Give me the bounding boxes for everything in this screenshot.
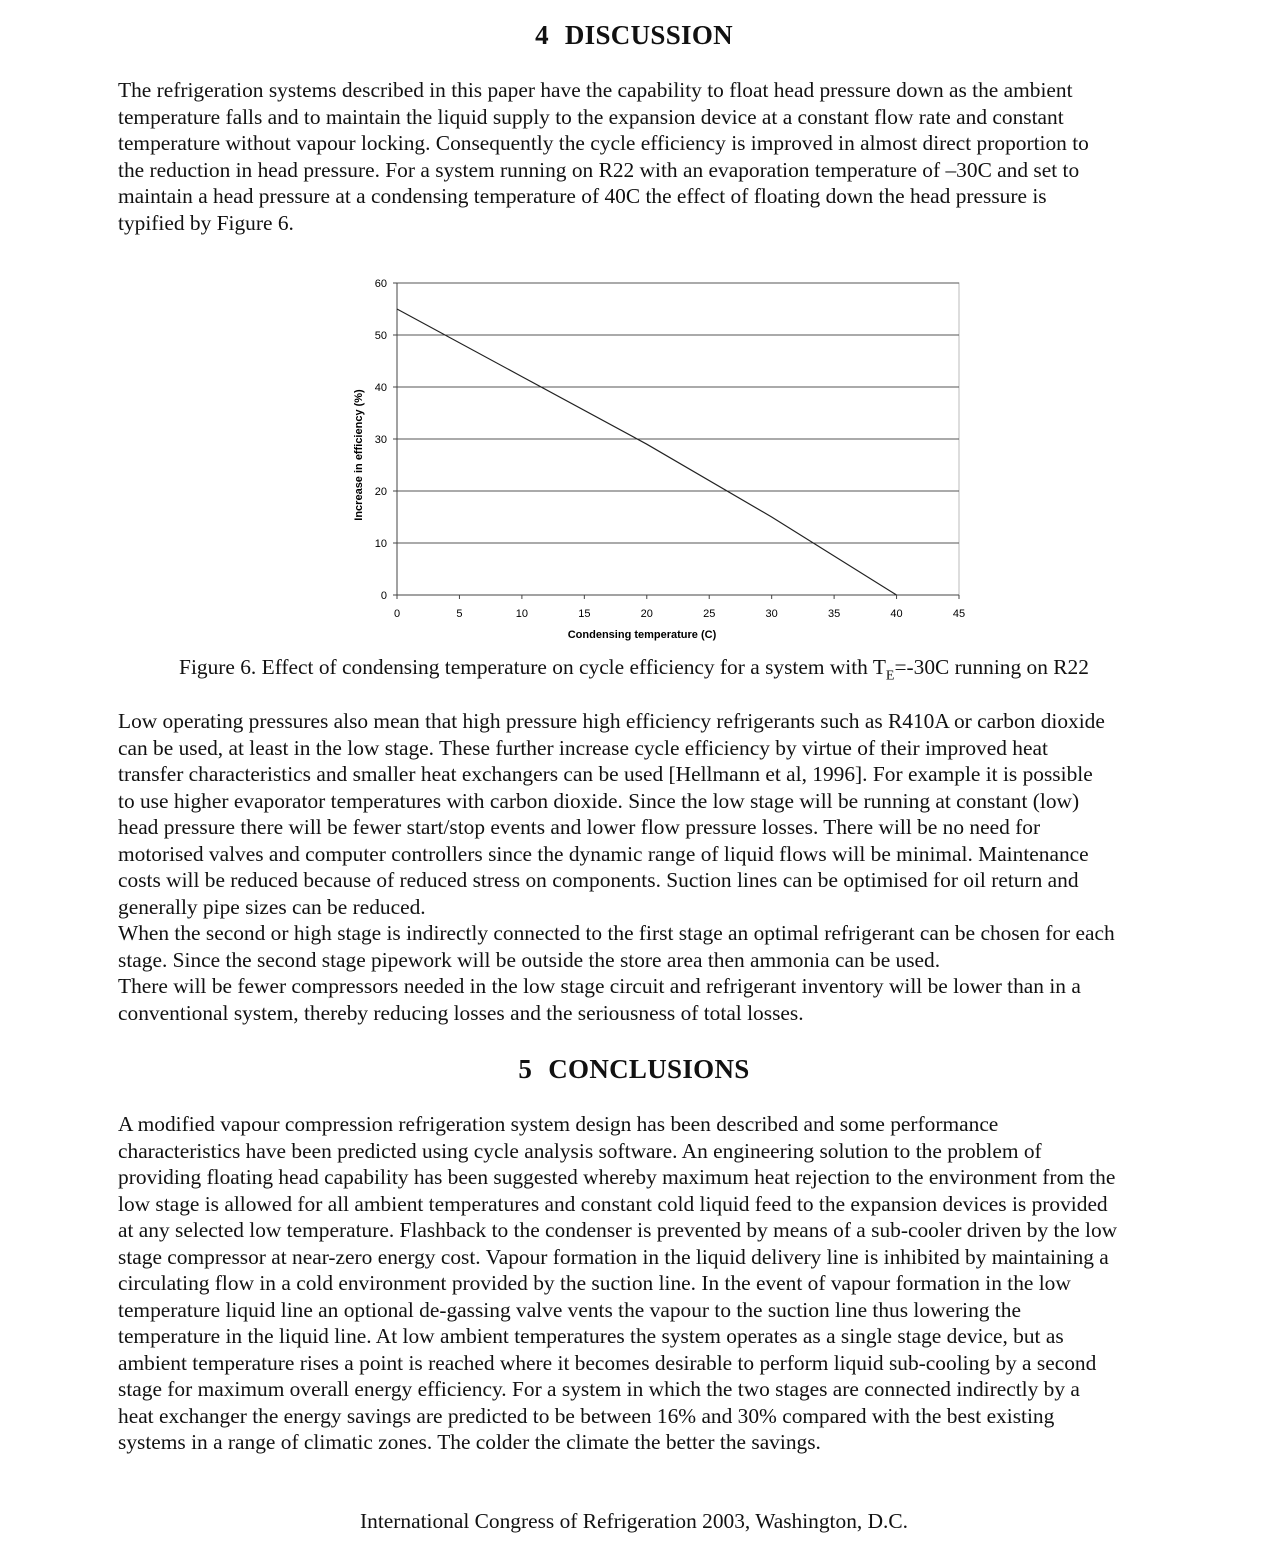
text-line: temperature without vapour locking. Consequently the cycle efficiency is improved in almost direct proportion to — [118, 131, 1089, 155]
y-axis-title: Increase in efficiency (%) — [353, 389, 365, 521]
text-line: stage for maximum overall energy efficiency. For a system in which the two stages are connected indirectly by a — [118, 1377, 1080, 1401]
caption-suffix: =-30C running on R22 — [894, 655, 1089, 679]
x-tick-label: 45 — [952, 608, 966, 620]
y-tick-label: 0 — [380, 590, 387, 602]
text-line: heat exchanger the energy savings are predicted to be between 16% and 30% compared with the best existing — [118, 1403, 1055, 1428]
text-line: Low operating pressures also mean that high pressure high efficiency refrigerants such as R410A or carbon dioxide — [118, 709, 1105, 733]
text-line: stage. Since the second stage pipework will be outside the store area then ammonia can be used. — [118, 947, 941, 972]
discussion-paragraph-1 — [118, 77, 1200, 236]
text-line: motorised valves and computer controllers since the dynamic range of liquid flows will be minimal. Maintenance — [118, 841, 1089, 866]
text-line: circulating flow in a cold environment provided by the suction line. In the event of vapour formation in the low — [118, 1271, 1071, 1295]
text-line: conventional system, thereby reducing losses and the seriousness of total losses. — [118, 1000, 804, 1025]
text-line: temperature liquid line an optional de-gassing valve vents the vapour to the suction line thus lowering the — [118, 1297, 1021, 1322]
text-line: low stage is allowed for all ambient temperatures and constant cold liquid feed to the expansion devices is provided — [118, 1191, 1108, 1216]
text-line: A modified vapour compression refrigeration system design has been described and some performance — [118, 1112, 999, 1136]
text-line: stage compressor at near-zero energy cost. Vapour formation in the liquid delivery line is inhibited by maintaining a — [118, 1244, 1109, 1269]
x-tick-label: 5 — [456, 608, 463, 620]
text-line: temperature falls and to maintain the liquid supply to the expansion device at a constant flow rate and constant — [118, 104, 1064, 129]
caption-subscript: E — [885, 668, 895, 684]
text-line: at any selected low temperature. Flashback to the condenser is prevented by means of a sub-cooler driven by the low — [118, 1218, 1118, 1242]
text-line: can be used, at least in the low stage. These further increase cycle efficiency by virtue of their improved heat — [118, 735, 1048, 760]
x-tick-label: 10 — [515, 608, 529, 620]
text-line: The refrigeration systems described in this paper have the capability to float head pressure down as the ambient — [118, 78, 1073, 102]
y-tick-label: 10 — [374, 538, 387, 550]
y-tick-label: 60 — [374, 278, 387, 290]
y-tick-label: 40 — [374, 382, 387, 394]
text-line: There will be fewer compressors needed in the low stage circuit and refrigerant inventory will be lower than in a — [118, 974, 1081, 998]
discussion-heading — [0, 20, 1268, 51]
text-line: costs will be reduced because of reduced stress on components. Suction lines can be optimised for oil return and — [118, 868, 1079, 892]
text-line: providing floating head capability has been suggested whereby maximum heat rejection to the environment from the — [118, 1165, 1116, 1189]
conclusions-number: 5 — [518, 1054, 533, 1084]
y-tick-label: 20 — [374, 486, 387, 498]
text-line: typified by Figure 6. — [118, 210, 294, 235]
x-tick-label: 30 — [765, 608, 778, 620]
figure-6-caption — [0, 655, 1268, 684]
text-line: transfer characteristics and smaller heat exchangers can be used [Hellmann et al, 1996]. For example it is possible — [118, 762, 1093, 786]
x-axis-title: Condensing temperature (C) — [567, 629, 717, 641]
discussion-title: DISCUSSION — [564, 20, 733, 50]
caption-prefix: Figure 6. Effect of condensing temperature on cycle efficiency for a system with T — [179, 655, 886, 679]
text-line: the reduction in head pressure. For a system running on R22 with an evaporation temperature of –30C and set to — [118, 157, 1080, 182]
conclusions-paragraph — [118, 1111, 1200, 1456]
x-tick-label: 0 — [393, 608, 401, 620]
text-line: ambient temperature rises a point is reached where it becomes desirable to perform liquid sub-cooling by a second — [118, 1350, 1097, 1375]
footer: International Congress of Refrigeration 2003, Washington, D.C. — [360, 1509, 908, 1533]
text-line: head pressure there will be fewer start/stop events and lower flow pressure losses. There will be no need for — [118, 815, 1041, 839]
x-tick-label: 40 — [890, 608, 903, 620]
text-line: temperature in the liquid line. At low ambient temperatures the system operates as a single stage device, but as — [118, 1324, 1064, 1348]
x-tick-label: 35 — [827, 608, 841, 620]
conclusions-title: CONCLUSIONS — [548, 1054, 750, 1084]
text-line: systems in a range of climatic zones. The colder the climate the better the savings. — [118, 1430, 821, 1454]
figure-6-chart — [340, 262, 980, 647]
text-line: to use higher evaporator temperatures with carbon dioxide. Since the low stage will be running at constant (low) — [118, 788, 1080, 813]
text-line: generally pipe sizes can be reduced. — [118, 894, 426, 919]
y-tick-label: 50 — [374, 330, 387, 342]
x-tick-label: 15 — [578, 608, 591, 620]
discussion-number: 4 — [535, 20, 549, 50]
text-line: maintain a head pressure at a condensing temperature of 40C the effect of floating down the head pressure is — [118, 184, 1047, 208]
conclusions-heading — [0, 1054, 1268, 1085]
text-line: When the second or high stage is indirectly connected to the first stage an optimal refrigerant can be chosen for each — [118, 921, 1115, 945]
x-tick-label: 20 — [640, 608, 653, 620]
y-tick-label: 30 — [374, 434, 387, 446]
discussion-paragraph-2 — [118, 708, 1200, 1026]
x-tick-label: 25 — [703, 608, 716, 620]
text-line: characteristics have been predicted using cycle analysis software. An engineering solution to the problem of — [118, 1138, 1042, 1163]
series-line — [397, 309, 897, 595]
